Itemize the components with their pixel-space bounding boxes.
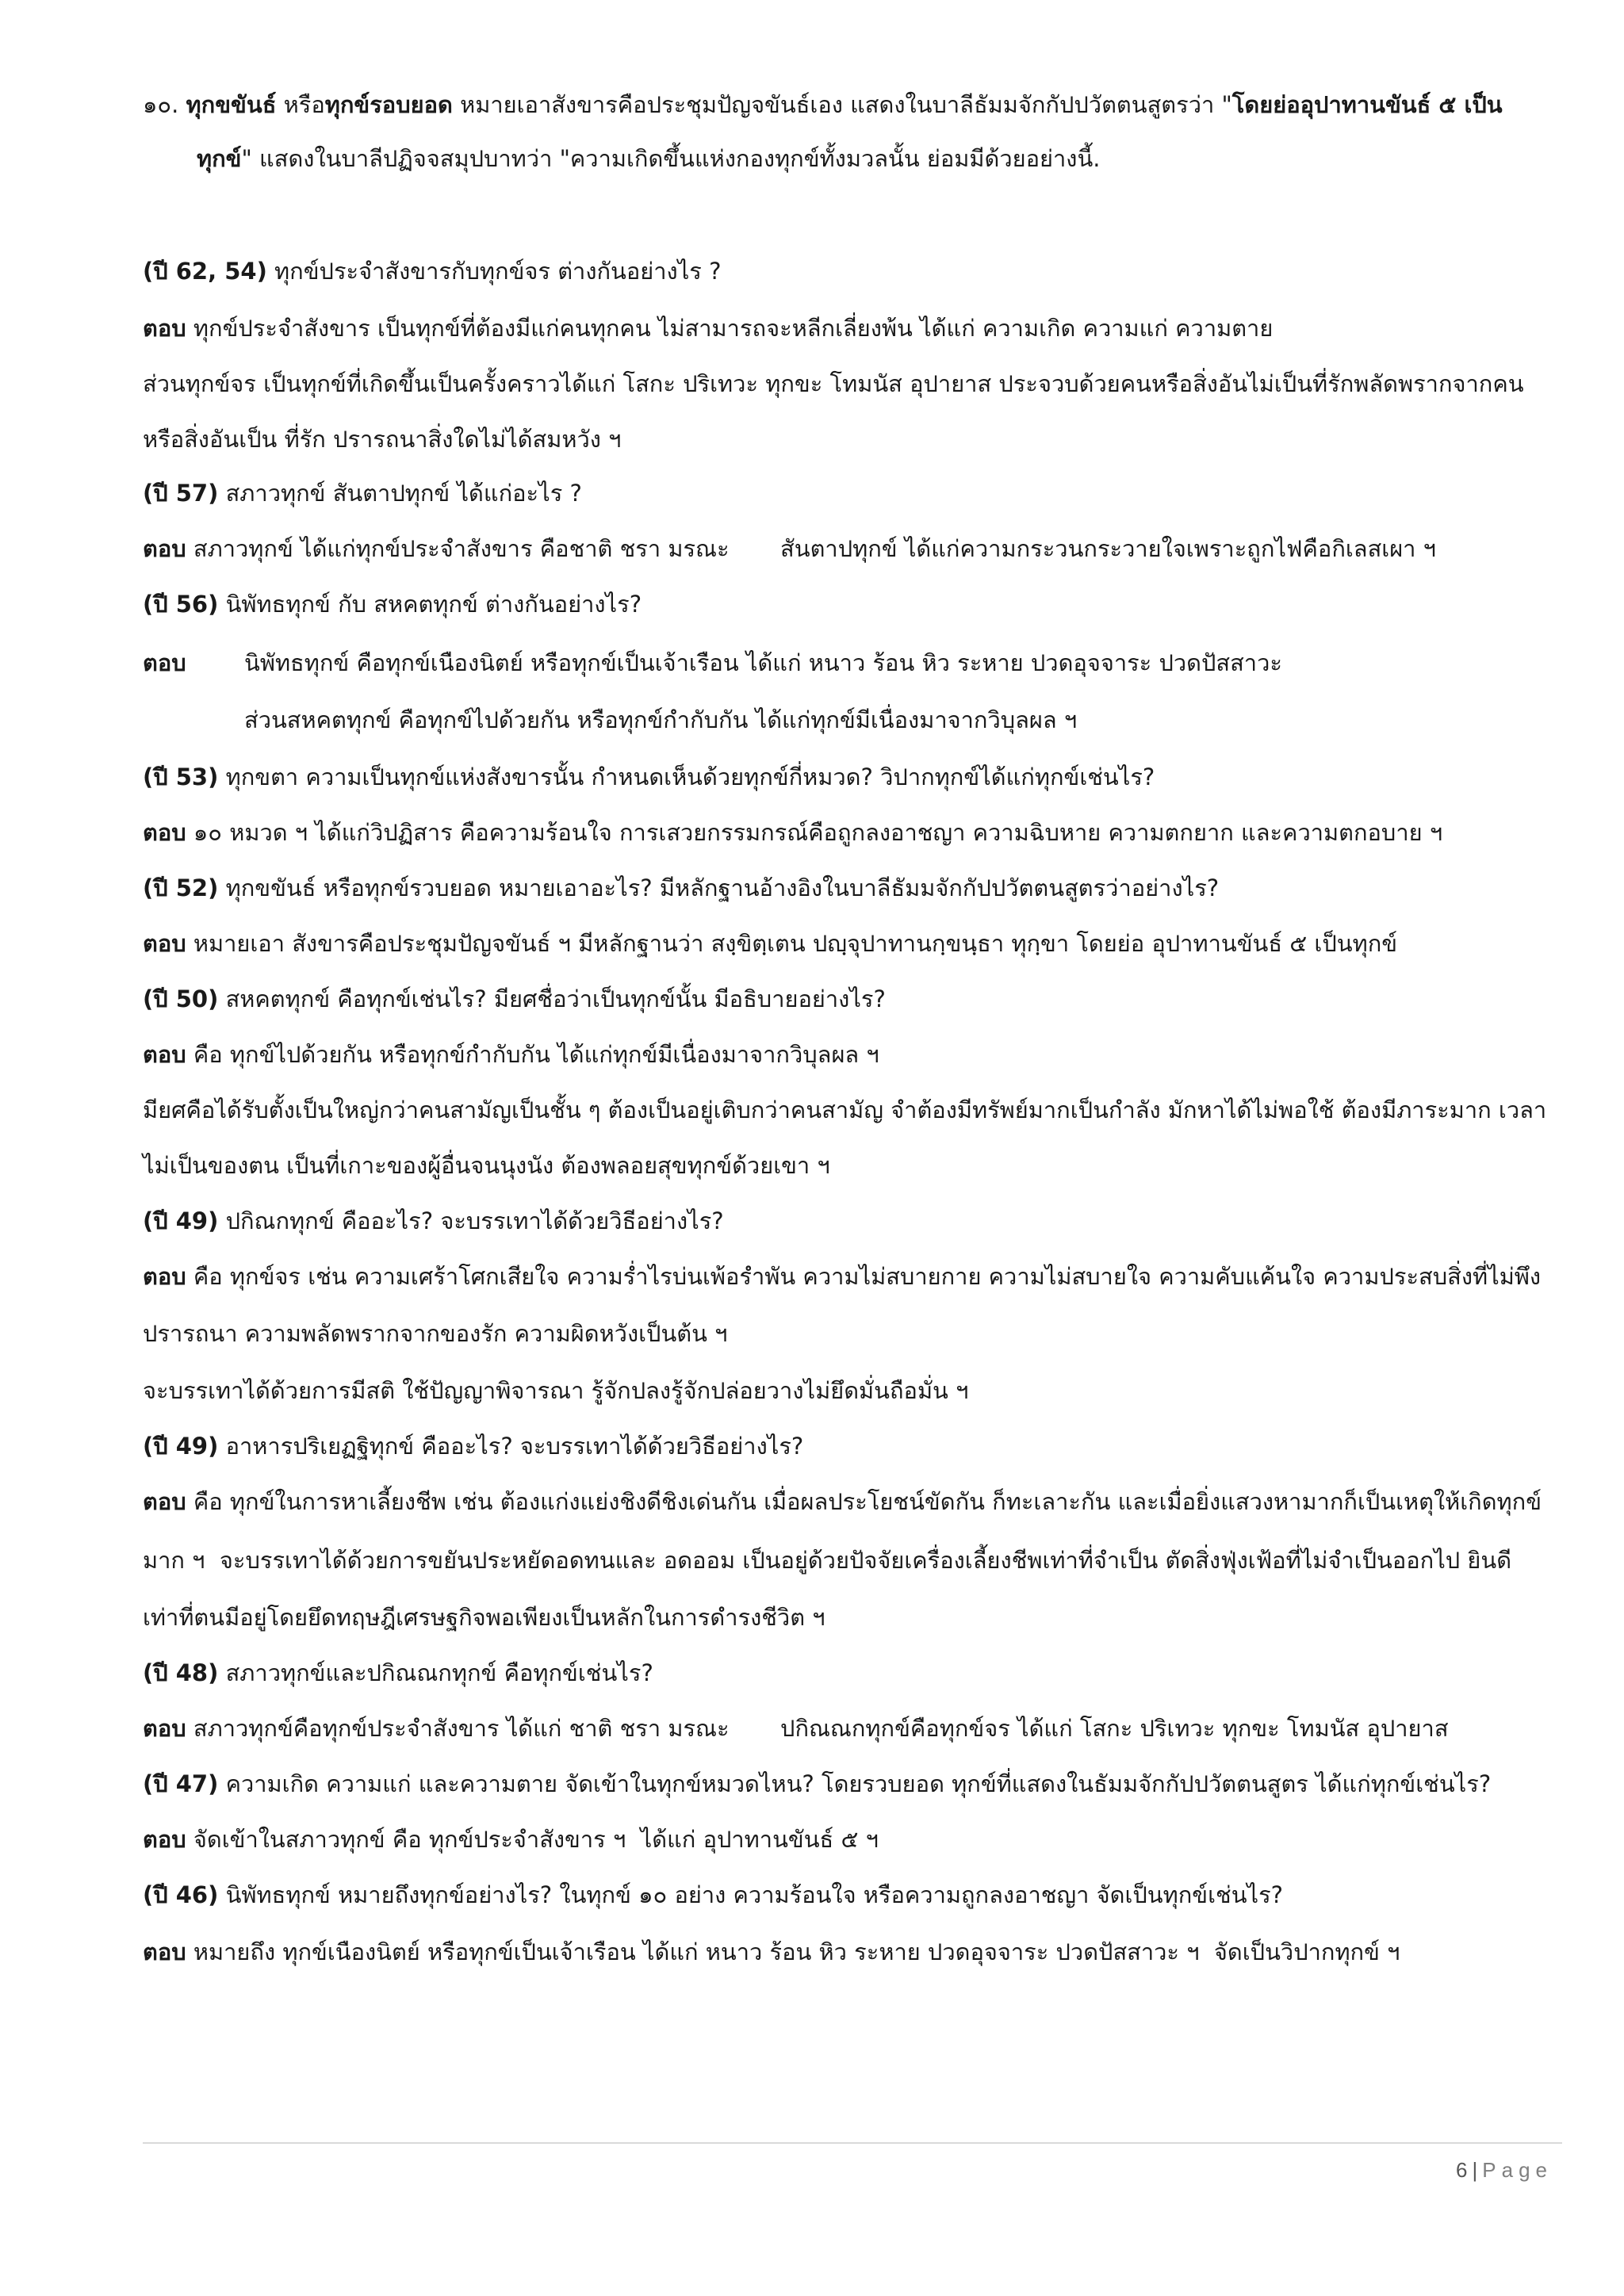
answer-label: ตอบ xyxy=(143,315,186,342)
question-text: ทุกขขันธ์ หรือทุกข์รวบยอด หมายเอาอะไร? มีหลักฐานอ้างอิงในบาลีธัมมจักกัปปวัตตนสูตรว่าอย่างไร? xyxy=(218,874,1220,901)
answer-line xyxy=(143,1316,727,1351)
question-text: นิพัทธทุกข์ หมายถึงทุกข์อย่างไร? ในทุกข์ ๑๐ อย่าง ความร้อนใจ หรือความถูกลงอาชญา จัดเป็นทุกข์เช่นไร? xyxy=(218,1881,1284,1908)
answer-label: ตอบ xyxy=(143,535,186,562)
question-text: สภาวทุกข์และปกิณณกทุกข์ คือทุกข์เช่นไร? xyxy=(218,1659,653,1686)
question-line xyxy=(143,760,1155,794)
item10-quote1b: ทุกข์ xyxy=(197,145,242,172)
question-year: (ปี 53) xyxy=(143,763,219,790)
question-line xyxy=(143,1766,1491,1801)
answer-text: จัดเข้าในสภาวทุกข์ คือ ทุกข์ประจำสังขาร ฯ ได้แก่ อุปาทานขันธ์ ๕ ฯ xyxy=(186,1826,879,1853)
answer-text: คือ ทุกข์จร เช่น ความเศร้าโศกเสียใจ ความร่ำไรบ่นเพ้อรำพัน ความไม่สบายกาย ความไม่สบายใจ ความคับแค้นใจ ความประสบสิ่งที่ไม่พึง xyxy=(186,1263,1542,1290)
answer-line xyxy=(143,815,1442,850)
answer-line xyxy=(143,645,186,680)
question-line xyxy=(143,1429,803,1464)
question-year: (ปี 52) xyxy=(143,874,219,901)
answer-text: คือ ทุกข์ไปด้วยกัน หรือทุกข์กำกับกัน ได้แก่ทุกข์มีเนื่องมาจากวิบุลผล ฯ xyxy=(186,1041,879,1068)
answer-text: มาก ฯ จะบรรเทาได้ด้วยการขยันประหยัดอดทนและ อดออม เป็นอยู่ด้วยปัจจัยเครื่องเลี้ยงชีพเท่าที่จำเป็น ตัดสิ่งฟุ่งเฟ้อที่ไม่จำเป็นออกไป ยินดี xyxy=(143,1547,1512,1574)
page-number: 6 xyxy=(1456,2158,1469,2182)
answer-line xyxy=(143,1148,830,1183)
answer-label: ตอบ xyxy=(143,649,186,676)
item10-line-2 xyxy=(197,141,1101,176)
answer-text: ปรารถนา ความพลัดพรากจากของรัก ความผิดหวังเป็นต้น ฯ xyxy=(143,1320,728,1347)
answer-label: ตอบ xyxy=(143,1715,186,1742)
question-line xyxy=(143,1877,1283,1912)
question-year: (ปี 62, 54) xyxy=(143,258,267,285)
answer-line xyxy=(143,311,1273,346)
answer-text: จะบรรเทาได้ด้วยการมีสติ ใช้ปัญญาพิจารณา รู้จักปลงรู้จักปล่อยวางไม่ยึดมั่นถือมั่น ฯ xyxy=(143,1377,969,1404)
question-line xyxy=(143,871,1219,905)
question-year: (ปี 49) xyxy=(143,1433,219,1460)
answer-line xyxy=(143,1484,1542,1519)
answer-line xyxy=(143,366,1524,401)
answer-text: สภาวทุกข์คือทุกข์ประจำสังขาร ได้แก่ ชาติ ชรา มรณะ ปกิณณกทุกข์คือทุกข์จร ได้แก่ โสกะ ปริเทวะ ทุกขะ โทมนัส อุปายาส xyxy=(186,1715,1449,1742)
answer-line xyxy=(143,1259,1541,1294)
question-line xyxy=(143,1203,724,1238)
answer-text: ทุกข์ประจำสังขาร เป็นทุกข์ที่ต้องมีแก่คนทุกคน ไม่สามารถจะหลีกเลี่ยงพ้น ได้แก่ ความเกิด ความแก่ ความตาย xyxy=(186,315,1274,342)
question-line xyxy=(143,587,642,622)
answer-line xyxy=(143,1037,879,1072)
answer-text: มียศคือได้รับตั้งเป็นใหญ่กว่าคนสามัญเป็นชั้น ๆ ต้องเป็นอยู่เติบกว่าคนสามัญ จำต้องมีทรัพย์มากเป็นกำลัง มักหาได้ไม่พอใช้ ต้องมีภาระมาก เวลา xyxy=(143,1096,1547,1123)
answer-line xyxy=(143,1543,1511,1578)
answer-label: ตอบ xyxy=(143,1488,186,1515)
answer-text: ไม่เป็นของตน เป็นที่เกาะของผู้อื่นจนนุงนัง ต้องพลอยสุขทุกข์ด้วยเขา ฯ xyxy=(143,1152,830,1179)
answer-line xyxy=(244,702,1077,737)
answer-line xyxy=(143,1934,1400,1969)
answer-text: เท่าที่ตนมีอยู่โดยยึดทฤษฎีเศรษฐกิจพอเพียงเป็นหลักในการดำรงชีวิต ฯ xyxy=(143,1604,825,1631)
answer-label: ตอบ xyxy=(143,1041,186,1068)
answer-text: ๑๐ หมวด ฯ ได้แก่วิปฏิสาร คือความร้อนใจ การเสวยกรรมกรณ์คือถูกลงอาชญา ความฉิบหาย ความตกยาก และความตกอบาย ฯ xyxy=(186,819,1443,846)
answer-text: นิพัทธทุกข์ คือทุกข์เนืองนิตย์ หรือทุกข์เป็นเจ้าเรือน ได้แก่ หนาว ร้อน หิว ระหาย ปวดอุจจาระ ปวดปัสสาวะ xyxy=(244,649,1282,676)
answer-text: สภาวทุกข์ ได้แก่ทุกข์ประจำสังขาร คือชาติ ชรา มรณะ สันตาปทุกข์ ได้แก่ความกระวนกระวายใจเพราะถูกไฟคือกิเลสเผา ฯ xyxy=(186,535,1436,562)
question-text: ความเกิด ความแก่ และความตาย จัดเข้าในทุกข์หมวดไหน? โดยรวบยอด ทุกข์ที่แสดงในธัมมจักกัปปวัตตนสูตร ได้แก่ทุกข์เช่นไร? xyxy=(218,1770,1492,1797)
question-year: (ปี 48) xyxy=(143,1659,219,1686)
answer-text: หมายเอา สังขารคือประชุมปัญจขันธ์ ฯ มีหลักฐานว่า สงฺขิตฺเตน ปญฺจุปาทานกฺขนฺธา ทุกฺขา โดยย่อ อุปาทานขันธ์ ๕ เป็นทุกข์ xyxy=(186,930,1398,957)
answer-line xyxy=(143,1711,1449,1746)
answer-line xyxy=(143,1822,879,1857)
page-footer xyxy=(1456,2158,1553,2183)
question-line xyxy=(143,254,721,289)
answer-line xyxy=(143,1373,968,1408)
answer-label: ตอบ xyxy=(143,1826,186,1853)
answer-text: หรือสิ่งอันเป็น ที่รัก ปรารถนาสิ่งใดไม่ได้สมหวัง ฯ xyxy=(143,426,622,453)
answer-label: ตอบ xyxy=(143,1938,186,1965)
answer-line xyxy=(143,1600,825,1635)
answer-line xyxy=(244,645,1282,680)
answer-line xyxy=(143,422,621,457)
question-year: (ปี 49) xyxy=(143,1207,219,1234)
answer-text: หมายถึง ทุกข์เนืองนิตย์ หรือทุกข์เป็นเจ้าเรือน ได้แก่ หนาว ร้อน หิว ระหาย ปวดอุจจาระ ปวดปัสสาวะ ฯ จัดเป็นวิปากทุกข์ ฯ xyxy=(186,1938,1400,1965)
answer-label: ตอบ xyxy=(143,930,186,957)
question-text: ทุกข์ประจำสังขารกับทุกข์จร ต่างกันอย่างไร ? xyxy=(266,258,722,285)
answer-line xyxy=(143,1093,1546,1127)
question-line xyxy=(143,1655,653,1690)
item10-text1: หมายเอาสังขารคือประชุมปัญจขันธ์เอง แสดงในบาลีธัมมจักกัปปวัตตนสูตรว่า " xyxy=(452,91,1232,118)
item10-text2: " แสดงในบาลีปฏิจจสมุปบาทว่า "ความเกิดขึ้นแห่งกองทุกข์ทั้งมวลนั้น ย่อมมีด้วยอย่างนี้. xyxy=(241,145,1101,172)
question-text: สภาวทุกข์ สันตาปทุกข์ ได้แก่อะไร ? xyxy=(218,480,582,507)
answer-text: ส่วนทุกข์จร เป็นทุกข์ที่เกิดขึ้นเป็นครั้งคราวได้แก่ โสกะ ปริเทวะ ทุกขะ โทมนัส อุปายาส ประจวบด้วยคนหรือสิ่งอันไม่เป็นที่รักพลัดพรากจากคน xyxy=(143,370,1524,397)
item10-term2: ทุกข์รอบยอด xyxy=(324,91,453,118)
footer-separator: | xyxy=(1472,2158,1480,2182)
question-text: นิพัทธทุกข์ กับ สหคตทุกข์ ต่างกันอย่างไร? xyxy=(218,591,642,618)
item10-connector: หรือ xyxy=(276,91,325,118)
question-text: อาหารปริเยฏฐิทุกข์ คืออะไร? จะบรรเทาได้ด้วยวิธีอย่างไร? xyxy=(218,1433,804,1460)
question-line xyxy=(143,982,886,1016)
question-year: (ปี 47) xyxy=(143,1770,219,1797)
answer-text: คือ ทุกข์ในการหาเลี้ยงชีพ เช่น ต้องแก่งแย่งชิงดีชิงเด่นกัน เมื่อผลประโยชน์ขัดกัน ก็ทะเลาะกัน และเมื่อยิ่งแสวงหามากก็เป็นเหตุให้เกิดทุกข์ xyxy=(186,1488,1542,1515)
answer-text: ส่วนสหคตทุกข์ คือทุกข์ไปด้วยกัน หรือทุกข์กำกับกัน ได้แก่ทุกข์มีเนื่องมาจากวิบุลผล ฯ xyxy=(244,706,1078,733)
question-year: (ปี 50) xyxy=(143,985,219,1012)
item10-term1: ทุกขขันธ์ xyxy=(186,91,277,118)
item10-quote1: โดยย่ออุปาทานขันธ์ ๕ เป็น xyxy=(1231,91,1503,118)
question-text: ปกิณกทุกข์ คืออะไร? จะบรรเทาได้ด้วยวิธีอย่างไร? xyxy=(218,1207,724,1234)
item10-number: ๑๐. xyxy=(143,91,179,118)
footer-divider xyxy=(143,2142,1562,2144)
page-label: Page xyxy=(1482,2158,1553,2182)
item10-line-1 xyxy=(143,87,1503,122)
question-line xyxy=(143,476,582,511)
answer-label: ตอบ xyxy=(143,819,186,846)
answer-label: ตอบ xyxy=(143,1263,186,1290)
question-year: (ปี 46) xyxy=(143,1881,219,1908)
answer-line xyxy=(143,926,1397,961)
question-text: ทุกขตา ความเป็นทุกข์แห่งสังขารนั้น กำหนดเห็นด้วยทุกข์กี่หมวด? วิปากทุกข์ได้แก่ทุกข์เช่นไร? xyxy=(218,763,1155,790)
question-year: (ปี 57) xyxy=(143,480,219,507)
question-year: (ปี 56) xyxy=(143,591,219,618)
question-text: สหคตทุกข์ คือทุกข์เช่นไร? มียศชื่อว่าเป็นทุกข์นั้น มีอธิบายอย่างไร? xyxy=(218,985,886,1012)
answer-line xyxy=(143,531,1436,566)
